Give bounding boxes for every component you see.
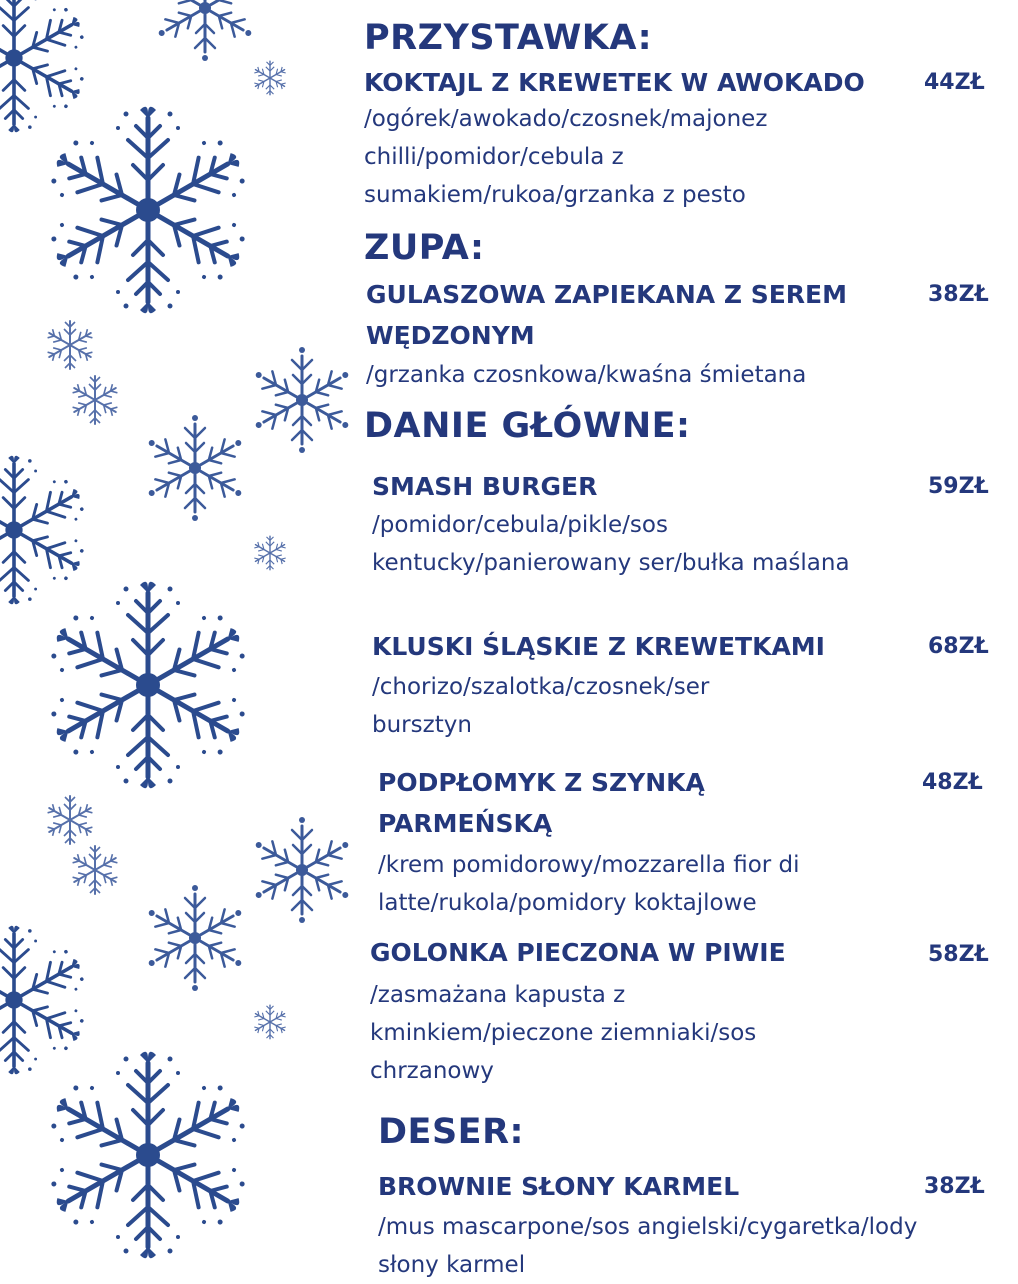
section-title-deser: DESER: xyxy=(378,1112,525,1152)
dish-name: KLUSKI ŚLĄSKIE Z KREWETKAMI xyxy=(372,632,825,661)
dish-price: 68ZŁ xyxy=(928,634,989,659)
dish-name: GULASZOWA ZAPIEKANA Z SEREM WĘDZONYM xyxy=(366,280,847,350)
dish-description: /ogórek/awokado/czosnek/majonez chilli/pomidor/cebula z sumakiem/rukoa/grzanka z pesto xyxy=(364,106,768,208)
dish-description: /zasmażana kapusta z kminkiem/pieczone ziemniaki/sos chrzanowy xyxy=(370,982,757,1084)
dish-name: SMASH BURGER xyxy=(372,472,598,501)
section-title-danie-glowne: DANIE GŁÓWNE: xyxy=(364,406,691,446)
dish-description: /mus mascarpone/sos angielski/cygaretka/lody słony karmel xyxy=(378,1214,918,1278)
dish-name: KOKTAJL Z KREWETEK W AWOKADO xyxy=(364,68,865,97)
dish-name: GOLONKA PIECZONA W PIWIE xyxy=(370,938,786,967)
section-title-zupa: ZUPA: xyxy=(364,228,485,268)
section-title-przystawka: PRZYSTAWKA: xyxy=(364,18,653,58)
dish-description: /krem pomidorowy/mozzarella fior di latte/rukola/pomidory koktajlowe xyxy=(378,852,800,916)
dish-name: PODPŁOMYK Z SZYNKĄ PARMEŃSKĄ xyxy=(378,768,705,838)
dish-price: 58ZŁ xyxy=(928,942,989,967)
dish-price: 59ZŁ xyxy=(928,474,989,499)
dish-description: /chorizo/szalotka/czosnek/ser bursztyn xyxy=(372,674,710,738)
dish-price: 38ZŁ xyxy=(924,1174,985,1199)
dish-price: 48ZŁ xyxy=(922,770,983,795)
dish-description: /grzanka czosnkowa/kwaśna śmietana xyxy=(366,362,807,388)
dish-name: BROWNIE SŁONY KARMEL xyxy=(378,1172,740,1201)
dish-price: 44ZŁ xyxy=(924,70,985,95)
dish-price: 38ZŁ xyxy=(928,282,989,307)
dish-description: /pomidor/cebula/pikle/sos kentucky/panierowany ser/bułka maślana xyxy=(372,512,850,576)
